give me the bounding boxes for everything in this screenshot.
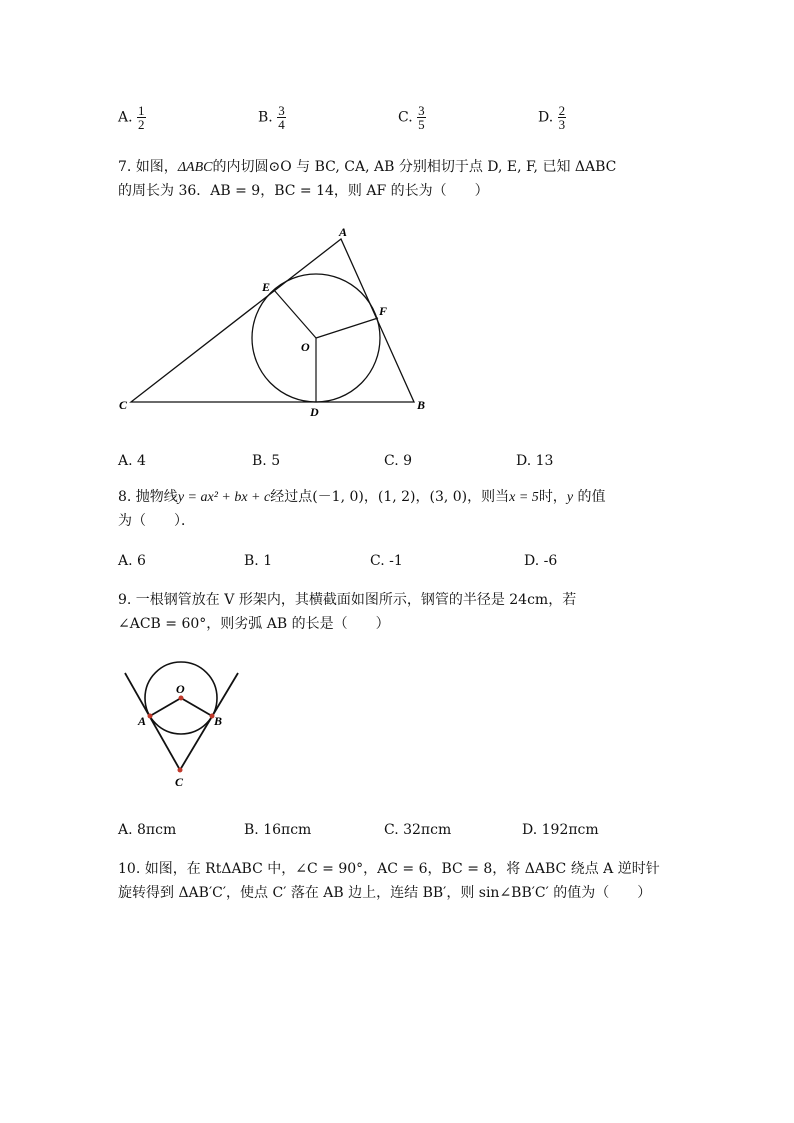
label-a: A (339, 225, 348, 239)
label-c: C (175, 775, 184, 789)
point-a (148, 714, 153, 719)
q8-option-d: D. -6 (524, 553, 558, 569)
radius-ob (181, 698, 212, 716)
q8-line2: 为（ ）． (118, 513, 195, 529)
label-o: O (301, 340, 310, 354)
label-f: F (379, 304, 388, 318)
q7-line2: 的周长为 36．AB = 9，BC = 14，则 AF 的长为（ ） (118, 183, 489, 199)
q8-line1: 8. 抛物线y = ax² + bx + c经过点(－1, 0)，(1, 2)，(3, 0)，则当x = 5时，y 的值 (118, 489, 606, 505)
q9-option-d: D. 192πcm (522, 822, 599, 838)
q9-line1: 9. 一根钢管放在 V 形架内，其横截面如图所示，钢管的半径是 24cm，若 (118, 592, 577, 608)
q8-option-a: A. 6 (118, 553, 146, 569)
label-c: C (119, 398, 128, 412)
q7-option-d: D. 13 (516, 453, 554, 469)
q6-option-a: A. $\frac{1}{2}$ (118, 103, 145, 132)
radius-of (316, 318, 378, 338)
label-d: D (310, 405, 319, 419)
radius-oa (150, 698, 181, 716)
q7-option-a: A. 4 (118, 453, 146, 469)
q9-option-a: A. 8πcm (118, 822, 177, 838)
q9-option-c: C. 32πcm (384, 822, 452, 838)
q8-option-b: B. 1 (244, 553, 273, 569)
q9-line2: ∠ACB = 60°，则劣弧 AB 的长是（ ） (118, 616, 390, 632)
q7-line1: 7. 如图，ΔABC的内切圆⊙O 与 BC, CA, AB 分别相切于点 D, E, F, 已知 ΔABC (118, 159, 617, 175)
v-frame-left (125, 673, 180, 770)
radius-oe (274, 290, 316, 338)
point-o (179, 696, 184, 701)
q6-option-b: B. $\frac{3}{4}$ (258, 103, 285, 132)
label-b: B (214, 714, 223, 728)
label-e: E (262, 280, 271, 294)
q8-option-c: C. -1 (370, 553, 403, 569)
q7-option-c: C. 9 (384, 453, 413, 469)
point-c (178, 768, 183, 773)
q9-option-b: B. 16πcm (244, 822, 312, 838)
label-b: B (417, 398, 426, 412)
label-o: O (176, 682, 185, 696)
label-a: A (138, 714, 147, 728)
q7-option-b: B. 5 (252, 453, 281, 469)
q6-option-d: D. $\frac{2}{3}$ (538, 103, 566, 132)
q9-figure (118, 660, 246, 790)
q7-figure (110, 220, 430, 425)
q10-line2: 旋转得到 ΔAB′C′，使点 C′ 落在 AB 边上，连结 BB′，则 sin∠BB′C′ 的值为（ ） (118, 885, 652, 901)
q6-option-c: C. $\frac{3}{5}$ (398, 103, 425, 132)
q10-line1: 10. 如图，在 RtΔABC 中，∠C = 90°，AC = 6，BC = 8，将 ΔABC 绕点 A 逆时针 (118, 861, 660, 877)
